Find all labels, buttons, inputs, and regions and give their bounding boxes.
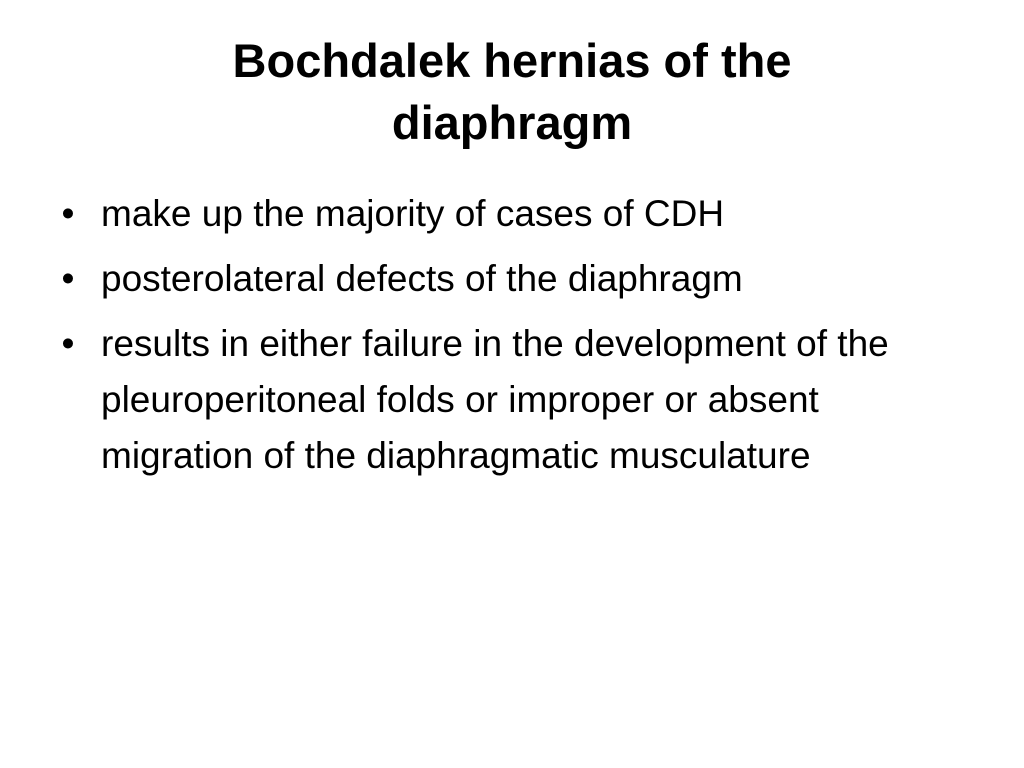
- bullet-text: make up the majority of cases of CDH: [101, 193, 725, 234]
- bullet-dot-icon: •: [61, 258, 75, 299]
- title-line-1: Bochdalek hernias of the: [232, 34, 792, 87]
- bullet-item: [58, 251, 978, 307]
- bullet-dot-icon: •: [61, 323, 75, 364]
- bullet-item: [58, 316, 978, 484]
- bullet-item: [58, 186, 978, 242]
- bullet-text: posterolateral defects of the diaphragm: [101, 258, 743, 299]
- bullet-list: [58, 186, 978, 493]
- bullet-text: results in either failure in the development of the pleuroperitoneal folds or improper or absent migration of the diaphragmatic musculature: [101, 323, 889, 476]
- slide-title: [60, 30, 964, 154]
- title-line-2: diaphragm: [391, 96, 633, 149]
- bullet-dot-icon: •: [61, 193, 75, 234]
